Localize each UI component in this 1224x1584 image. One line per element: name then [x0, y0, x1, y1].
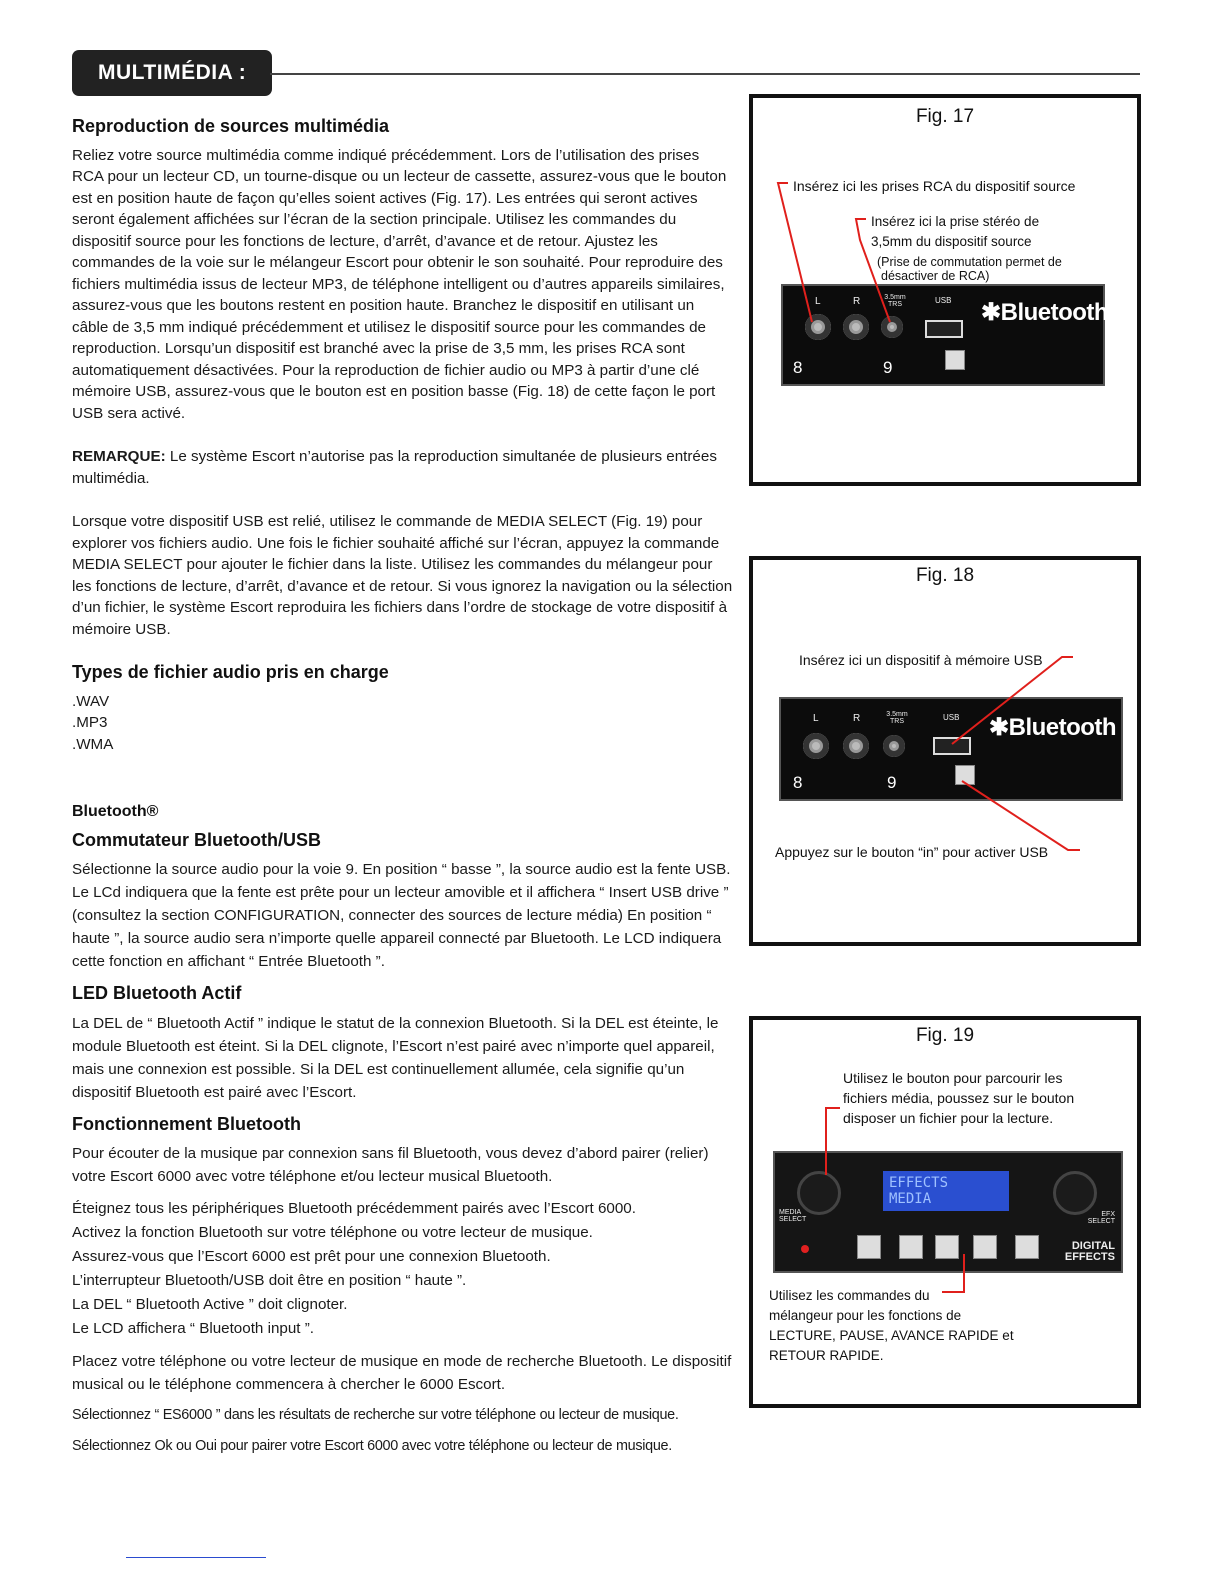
bt-step: Activez la fonction Bluetooth sur votre téléphone ou votre lecteur de musique. [72, 1224, 593, 1241]
fig19-annotation-controls-1: Utilisez les commandes du [769, 1288, 930, 1303]
label-r: R [853, 713, 861, 724]
fig19-arrow-knob [826, 1108, 840, 1175]
lcd-line-1: EFFECTS [889, 1175, 949, 1191]
heading-file-types: Types de fichier audio pris en charge [72, 662, 389, 682]
paragraph-bt-usb-switch: Sélectionne la source audio pour la voie 9. En position “ basse ”, la source audio est la fente USB. Le LCd indiquera que la fente est prête pour un lecteur amovible et il affichera “ Insert USB drive ” (consultez la section CONFIGURATION, connecter des sources de lecture média) En position “ haute ”, la source audio sera n’importe quelle appareil connecté par Bluetooth. Le LCD indiquera cette fonction en affichant “ Entrée Bluetooth ”. [72, 861, 731, 970]
bluetooth-logo-text: Bluetooth [1000, 299, 1109, 326]
fig17-annotation-switch-1: (Prise de commutation permet de [877, 255, 1062, 269]
note-text: Le système Escort n’autorise pas la reproduction simultanée de plusieurs entrées multimédia. [72, 448, 717, 487]
fig19-annotation-browse-2: fichiers média, poussez sur le bouton [843, 1090, 1075, 1106]
fig17-annotation-rca: Insérez ici les prises RCA du dispositif source [793, 178, 1076, 194]
section-title: MULTIMÉDIA : [72, 50, 272, 96]
heading-bt-led: LED Bluetooth Actif [72, 983, 242, 1003]
label-usb: USB [935, 296, 952, 305]
digital-effects-label: DIGITAL EFFECTS [1064, 1240, 1115, 1263]
channel-9: 9 [883, 358, 893, 377]
paragraph-bt-search: Placez votre téléphone ou votre lecteur de musique en mode de recherche Bluetooth. Le dispositif musical ou le téléphone commencera à chercher le 6000 Escort. [72, 1353, 732, 1393]
paragraph-usb: Lorsque votre dispositif USB est relié, utilisez le commande de MEDIA SELECT (Fig. 19) pour explorer vos fichiers audio. Une fois le fichier souhaité affiché sur l’écran, appuyez la commande MEDIA SELECT pour ajouter le fichier dans la liste. Utilisez les commandes du mélangeur pour les fonctions de lecture, d’arrêt, d’avance et de retour. Si vous ignorez la navigation ou la sélection d’un fichier, le système Escort reproduira les fichiers dans l’ordre de stockage de votre dispositif à mémoire USB. [72, 513, 733, 638]
bt-step: Assurez-vous que l’Escort 6000 est prêt pour une connexion Bluetooth. [72, 1248, 551, 1265]
heading-bt-usb-switch: Commutateur Bluetooth/USB [72, 829, 321, 850]
channel-8: 8 [793, 358, 803, 377]
lcd-line-2: MEDIA [889, 1191, 932, 1207]
file-type-wma: .WMA [72, 735, 114, 753]
fig17-annotation-switch-2: désactiver de RCA) [881, 269, 990, 283]
figure-19-title: Fig. 19 [915, 1025, 975, 1046]
fig19-arrow-controls [942, 1254, 964, 1292]
label-trs: 3.5mm TRS [884, 294, 906, 308]
fig18-annotation-button: Appuyez sur le bouton “in” pour activer USB [775, 844, 1049, 860]
bt-step: Le LCD affichera “ Bluetooth input ”. [72, 1320, 315, 1337]
channel-9: 9 [887, 773, 897, 792]
fig17-arrow-rca [778, 183, 812, 322]
label-usb: USB [943, 713, 960, 722]
bt-step: L’interrupteur Bluetooth/USB doit être en position “ haute ”. [72, 1272, 467, 1289]
fig17-annotation-35mm-1: Insérez ici la prise stéréo de [871, 214, 1040, 229]
fig18-arrow-button [962, 781, 1080, 850]
fig18-annotation-usb: Insérez ici un dispositif à mémoire USB [799, 652, 1043, 668]
figure-18-title: Fig. 18 [915, 565, 975, 586]
bluetooth-logo: ✱Bluetooth [981, 299, 1109, 326]
fig19-annotation-controls-4: RETOUR RAPIDE. [769, 1348, 884, 1363]
bluetooth-logo-text: Bluetooth [1008, 714, 1117, 741]
footer-link-line [126, 1557, 266, 1558]
heading-bt-operation: Fonctionnement Bluetooth [72, 1113, 301, 1134]
media-select-label: MEDIA SELECT [779, 1209, 807, 1223]
label-r: R [853, 296, 861, 307]
channel-8: 8 [793, 773, 803, 792]
bluetooth-logo: ✱Bluetooth [989, 714, 1117, 741]
bt-step: Éteignez tous les périphériques Bluetooth précédemment pairés avec l’Escort 6000. [72, 1200, 636, 1217]
fig19-annotation-controls-3: LECTURE, PAUSE, AVANCE RAPIDE et [769, 1328, 1014, 1343]
efx-select-label: EFX SELECT [1087, 1211, 1115, 1225]
heading-bluetooth: Bluetooth® [72, 803, 159, 820]
paragraph-bt-select: Sélectionnez “ ES6000 ” dans les résultats de recherche sur votre téléphone ou lecteur de musique. [72, 1407, 679, 1423]
fig17-annotation-35mm-2: 3,5mm du dispositif source [871, 234, 1032, 249]
heading-multimedia-playback: Reproduction de sources multimédia [72, 116, 390, 136]
bt-step: La DEL “ Bluetooth Active ” doit clignoter. [72, 1296, 348, 1313]
file-type-mp3: .MP3 [72, 714, 108, 731]
fig19-annotation-browse-1: Utilisez le bouton pour parcourir les [843, 1070, 1063, 1086]
note-label: REMARQUE: [72, 448, 166, 465]
file-type-wav: .WAV [72, 692, 110, 710]
paragraph-bt-led: La DEL de “ Bluetooth Actif ” indique le statut de la connexion Bluetooth. Si la DEL est éteinte, le module Bluetooth est éteint. Si la DEL clignote, l’Escort n’est pairé avec n’importe quel appareil, mais une connexion est possible. Si la DEL est continuellement allumée, cela signifie qu’un dispositif Bluetooth est pairé avec l’Escort. [72, 1014, 719, 1101]
label-l: L [813, 713, 819, 724]
paragraph-multimedia-playback: Reliez votre source multimédia comme indiqué précédemment. Lors de l’utilisation des prises RCA pour un lecteur CD, un tourne-disque ou un lecteur de cassette, assurez-vous que le bouton est en position haute de façon qu’elles soient actives (Fig. 17). Les entrées qui seront actives seront également affichées sur l’écran de la section principale. Utilisez les commandes du dispositif source pour les fonctions de lecture, d’arrêt, d’avance et de retour. Ajustez les commandes de la voie sur le mélangeur Escort pour obtenir le son souhaité. Pour reproduire des fichiers multimédia issus de lecteur MP3, de téléphone intelligent ou d’autres appareils similaires, assurez-vous que les boutons restent en position haute. Branchez le dispositif en utilisant un câble de 3,5 mm indiqué précédemment et utilisez le dispositif source pour les commandes de reproduction. Lorsqu’un dispositif est branché avec la prise de 3,5 mm, les prises RCA sont automatiquement désactivées. Pour la reproduction de fichier audio ou MP3 à partir d’une clé mémoire USB, assurez-vous que le bouton est en position basse (Fig. 18) de cette façon le port USB sera activé. [72, 146, 727, 422]
paragraph-bt-operation: Pour écouter de la musique par connexion sans fil Bluetooth, vous devez d’abord pairer (relier) votre Escort 6000 avec votre téléphone et/ou lecteur musical Bluetooth. [72, 1145, 709, 1185]
paragraph-bt-pair: Sélectionnez Ok ou Oui pour pairer votre Escort 6000 avec votre téléphone ou lecteur de musique. [72, 1437, 672, 1454]
label-trs: 3.5mm TRS [886, 711, 908, 725]
fig19-annotation-controls-2: mélangeur pour les fonctions de [769, 1308, 962, 1323]
figure-17-title: Fig. 17 [915, 106, 975, 127]
fig17-arrow-trs [856, 219, 890, 322]
label-l: L [815, 296, 821, 307]
fig19-annotation-browse-3: disposer un fichier pour la lecture. [843, 1110, 1054, 1126]
fig18-arrow-usb [952, 657, 1073, 744]
